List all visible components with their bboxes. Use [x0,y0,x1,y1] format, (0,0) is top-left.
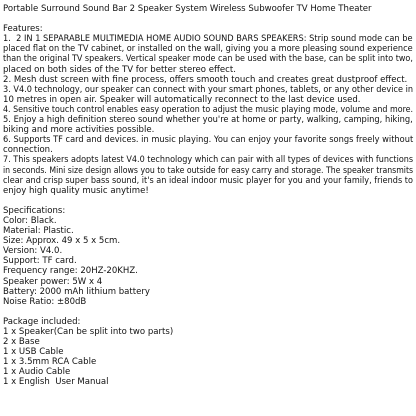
features-heading: Features: [3,24,43,35]
feature-line: 10 metres in open air. Speaker will automatically reconnect to the last device used. [3,94,361,105]
feature-line: in seconds. Mini size design allows you to take outside for easy carry and storage. The speaker transmits [3,165,414,176]
spec-line: Support: TF card. [3,256,77,267]
spec-line: Battery: 2000 mAh lithium battery [3,286,150,297]
feature-line: biking and more activities possible. [3,125,155,136]
spec-line: Noise Ratio: ±80dB [3,296,87,307]
feature-line: placed on both sides of the TV for better stereo effect. [3,64,236,75]
package-line: 2 x Base [3,337,40,348]
spec-line: Version: V4.0. [3,246,63,257]
product-title: Portable Surround Sound Bar 2 Speaker System Wireless Subwoofer TV Home Theater [3,4,372,14]
spacer [3,196,413,206]
feature-line: 1. 2 IN 1 SEPARABLE MULTIMEDIA HOME AUDIO SOUND BARS SPEAKERS: Strip sound mode can be [3,34,413,45]
feature-line: 2. Mesh dust screen with fine process, offers smooth touch and creates great dustproof effect. [3,74,408,85]
package-heading: Package included: [3,316,81,327]
spacer [3,14,413,24]
spec-line: Material: Plastic. [3,226,74,237]
feature-line: 7. This speakers adopts latest V4.0 technology which can pair with all types of devices with functions [3,155,414,166]
spacer [3,307,413,317]
package-line: 1 x Speaker(Can be split into two parts) [3,327,174,337]
package-line: 1 x USB Cable [3,347,64,358]
package-line: 1 x Audio Cable [3,367,71,378]
feature-line: 5. Enjoy a high definition stereo sound whether you're at home or party, walking, camping, hiking, [3,115,413,126]
spec-line: Frequency range: 20HZ-20KHZ. [3,266,138,277]
feature-line: clear and crisp super bass sound, it's an ideal indoor music player for you and your family, friends to [3,175,413,186]
specifications-heading: Specifications: [3,205,66,216]
spec-line: Size: Approx. 49 x 5 x 5cm. [3,236,121,247]
feature-line: than the original TV speakers. Vertical speaker mode can be used with the base, can be split into two, [3,54,413,65]
feature-line: placed flat on the TV cabinet, or installed on the wall, giving you a more pleasing sound experience [3,44,413,55]
spec-line: Color: Black. [3,215,57,226]
product-description [3,4,413,388]
package-line: 1 x 3.5mm RCA Cable [3,357,97,368]
feature-line: enjoy high quality music anytime! [3,185,149,196]
spec-line: Speaker power: 5W x 4 [3,276,103,287]
feature-line: 6. Supports TF card and devices. in music playing. You can enjoy your favorite songs freely without [3,135,414,146]
feature-line: connection. [3,145,53,156]
package-line: 1 x English User Manual [3,377,109,388]
feature-line: 3. V4.0 technology, our speaker can connect with your smart phones, tablets, or any other device in [3,84,414,95]
feature-line: 4. Sensitive touch control enables easy operation to adjust the music playing mode, volume and more. [3,104,414,115]
